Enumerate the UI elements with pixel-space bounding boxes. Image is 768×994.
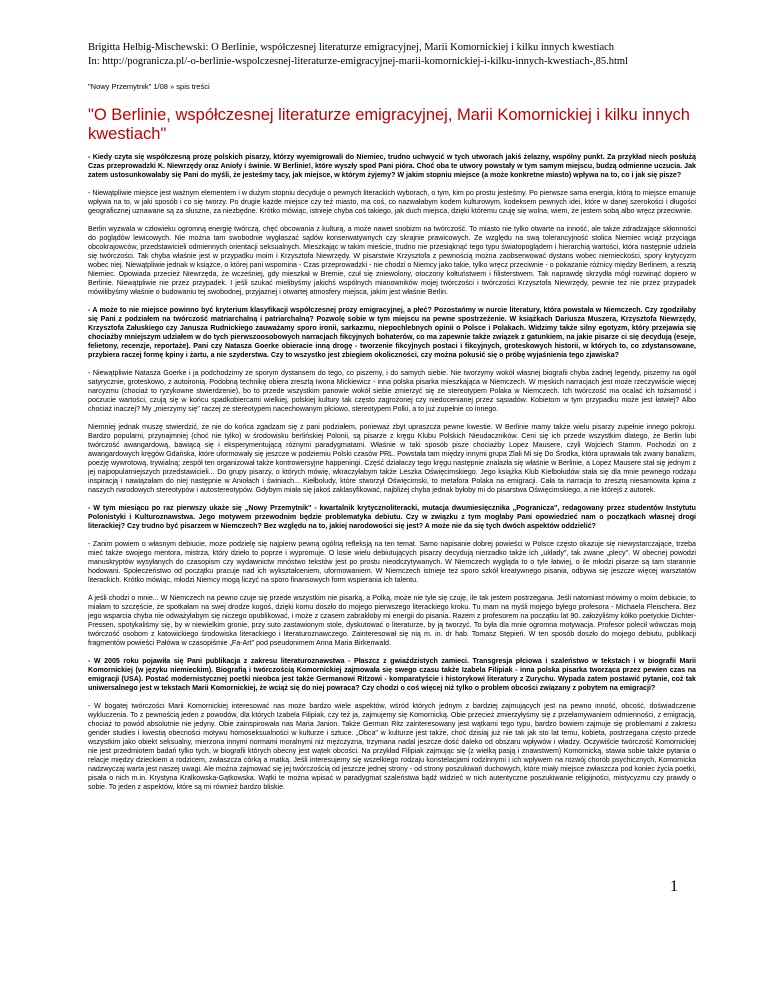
article-title: "O Berlinie, współczesnej literaturze emigracyjnej, Marii Komornickiej i kilku innych kwestiach" bbox=[88, 106, 690, 143]
citation-author-title: Brigitta Helbig-Mischewski: O Berlinie, współczesnej literaturze emigracyjnej, Marii Komornickiej i kilku innych kwestiach bbox=[88, 42, 615, 53]
interview-answer: Berlin wyzwala w człowieku ogromną energię twórczą, chęć obcowania z kulturą, a może nawet snobizm na twórczość. To miasto nie tylko otwarte na inność, ale także zdradzające skłonności do poglądów lewicowych. Nie można tam swobodnie wygłaszać sądów konserwatywnych czy skrajnie prawicowych. Ze względu na swą tolerancyjność stolica Niemiec wciąż przyciąga obcokrajowców, przedstawicieli odmiennych orientacji seksualnych. Mieszkając w takim mieście, trudno nie przesiąknąć tego typu światopoglądem i hierarchią wartości, która następnie udziela się twórczości. Tak chyba właśnie jest w przypadku moim i Krzysztofa Niewrzędy. W pisarstwie Krzysztofa z pewnością można zaobserwować dystans wobec niemieckości, spory krytycyzm wobec niej. Niewątpliwie jednak w książce, o której pani wspomina - Czas przeprowadzki - nie chodzi o Niemcy jako takie, tylko wręcz przeciwnie - o pokazanie różnicy między Berlinem, a resztą Niemiec. Opowiada przecież Niewrzęda, że wcześniej, gdy mieszkał w Bremie, czuł się zniewolony, otoczony kołtuństwem i filisterstwem. Tak naprawdę skrzydła mógł rozwinąć dopiero w Berlinie. Niewątpliwie nie przez przypadek. I jeśli szukać mielibyśmy jakichś wspólnych mianowników mojej twórczości i twórczości Krzysztofa Niewrzędy, pewnie też nie przez przypadek mówilibyśmy właśnie o budowaniu tej swobodnej, przyjaznej i otwartej atmosfery miejsca, jakim jest właśnie Berlin. bbox=[88, 225, 696, 296]
page-number: 1 bbox=[670, 878, 678, 895]
interview-answer: - W bogatej twórczości Marii Komornickiej interesować nas może bardzo wiele aspektów, wśród których jednym z bardziej zajmujących jest na pewno inność, obcość, doświadczenie wykluczenia. To z pewnością jeden z powodów, dla których Izabela Filipiak, czy też ja, zajmujemy się Komornicką. Obie przecież zmierzyłyśmy się z przełamywaniem odmienności, z emigracją, chociaż to powód absolutnie nie jedyny. Obie zainspirowała nas Maria Janion. Także German Ritz zainteresowany jest wątkami tego typu, bardzo bowiem zajmuje się problemami z zakresu gender studies i kwestią obecności motywu homoseksualności w kulturze i sztuce. „Obca" w kulturze jest także, choć dzisiaj już nie tak jak sto lat temu, kobieta, postrzegana często przede wszystkim jako obiekt seksualny, mierzona innymi normami moralnymi niż mężczyzna, trzymana nadal jeszcze dość daleko od obszaru wpływów i władzy. Oczywiście twórczość Komornickiej nie jest przedmiotem badań tylko tych, w biografii których obecny jest wątek obcości. Na przykład Filipiak zajmując się (z wielką pasją i znawstwem) Komornicką, stawia sobie także pytania o relacje między dzieckiem a rodzicem, zwłaszcza córką a matką. Jeśli interesujemy się wszelkiego rodzaju konstelacjami rodzinnymi i ich wpływem na rozwój chorób psychicznych, Komornicka nadzwyczaj warta jest naszej uwagi. Ale można zajmować się jej twórczością od jeszcze jednej strony - od strony poszukiwań duchowych, które miały miejsce zwłaszcza pod koniec życia poetki, pisała o nich m.in. Krystyna Kralkowska-Gątkowska. Wątki te można wpisać w paradygmat szaleństwa bądź widzieć w nich autentyczne poszukiwanie religijności, mistycyzmu czy prawdy o sobie. To jeden z aspektów, które są mi również bardzo bliskie. bbox=[88, 702, 696, 791]
citation-url[interactable]: In: http://pogranicza.pl/-o-berlinie-wspolczesnej-literaturze-emigracyjnej-marii-komornickiej-i-kilku-innych-kwestiach-,85.html bbox=[88, 56, 628, 67]
interview-question: - A może to nie miejsce powinno być kryterium klasyfikacji współczesnej prozy emigracyjnej, a płeć? Pozostańmy w nurcie literatury, która powstała w Niemczech. Czy zgodziłaby się Pani z podziałem na twórczość matriarchalną i patriarchalną? Pozwolę sobie w tym miejscu na pewne spostrzeżenie. W książkach Dariusza Muszera, Krzysztofa Niewrzędy, Krzysztofa Załuskiego czy Janusza Rudnickiego zauważamy sporo ironii, sarkazmu, niepochlebnych opinii o Polsce i Polakach. Widzimy także silny egotyzm, który przejawia się chociażby mniejszym udziałem w do tych pierwszoosobowych narracjach fikcyjnych bohaterów, co ma zapewnie także związek z gatunkiem, na jakie pisarze ci się decydują (eseje, felietony, recenzje, reportaże). Pani czy Natasza Goerke obieracie inną drogę - tworzenie fikcyjnych postaci i fikcyjnych, groteskowych historii, w których to, co zdystansowane, przybiera raczej formę kpiny i żartu, a nie szyderstwa. Czy to wszystko jest zbiegiem okoliczności, czy można pokusić się o próbę wyjaśnienia tego zjawiska? bbox=[88, 306, 696, 359]
breadcrumb[interactable]: "Nowy Przemytnik" 1/08 » spis treści bbox=[88, 82, 210, 91]
interview-question: - Kiedy czyta się współczesną prozę polskich pisarzy, którzy wyemigrowali do Niemiec, trudno uchwycić w tych utworach jakiś żelazny, wspólny punkt. Za przykład niech posłużą Czas przeprowadzki K. Niewrzędy oraz Anioły i świnie. W Berlinie!, które wyszły spod Pani pióra. Choć oba te utwory powstały w tym samym miejscu, budzą odmienne uczucia. Jak zatem ustosunkowałaby się Pani do myśli, że jesteśmy tacy, jak miejsce, w którym żyjemy? W jakim stopniu miejsce (a może konkretne miasto) wpływa na to, co i jak się pisze? bbox=[88, 153, 696, 179]
interview-question: - W 2005 roku pojawiła się Pani publikacja z zakresu literaturoznawstwa - Płaszcz z gwiaździstych zamieci. Transgresja płciowa i szaleństwo w tekstach i w biografii Marii Komornickiej (w języku niemieckim). Biografią i twórczością Komornickiej zajmowała się swego czasu także Izabela Filipiak - inna polska pisarka tworząca przez pewien czas na emigracji (USA). Postać modernistycznej poetki nieobca jest także Germanowi Ritzowi - komparatyście i historykowi literatury z Zurychu. Wypada zatem postawić pytanie, coż tak uniwersalnego jest w tekstach Marii Komornickiej, że wciąż się do niej powraca? Czy chodzi o coś więcej niż tylko o problem obcości związany z pobytem na emigracji? bbox=[88, 657, 696, 692]
interview-answer: - Niewątpliwie Natasza Goerke i ja podchodzimy ze sporym dystansem do tego, co piszemy, i do samych siebie. Nie tworzymy wokół własnej biografii chyba żadnej legendy, piszemy na ogół satyrycznie, groteskowo, z autoironią. Podobną technikę obiera zresztą Iwona Mickiewicz - inna polska pisarka mieszkająca w Niemczech. W męskich narracjach jest może rzeczywiście więcej narcyzmu (chociaż to ryzykowne stwierdzenie), bo to przede wszystkim panowie wokół siebie zmierzyć się ze stereotypem Polaka w Niemczech. Ich twórczość ma ocalać ich tożsamość i poczucie wartości, czują się w końcu spadkobiercami wielkiej, polskiej kultury tak często zagrożonej czy niedocenianej przez sąsiadów. Kobietom w tym przypadku może jest łatwiej? Albo chociaż inaczej? My „mierzymy się" raczej ze stereotypem nacechowanym płciowo, stereotypem Polki, a to już zupełnie co innego. bbox=[88, 369, 696, 413]
interview-answer: A jeśli chodzi o mnie... W Niemczech na pewno czuje się przede wszystkim nie pisarką, a Polką, może nie tyle się czuję, ile tak jestem postrzegana. Jeśli natomiast mówimy o moim debiucie, to miałam to szczęście, że spotkałam na swej drodze kogoś, dzięki komu doszło do mojego pierwszego literackiego kroku. Tu mam na myśli mojego byłego profesora - Michaela Fleischera. Bez jego wsparcia chyba nie odważyłabym się niczego opublikować, i może z czasem zabrakłoby mi energii do pisania. Razem z profesorem na początku lat 90. założyliśmy kółko poetyckie Dichter-Fressen, spotykaliśmy się, by w niewielkim gronie, przy suto zastawionym stole, dyskutować o literaturze, by ją tworzyć. To była dla mnie ogromna motywacja. Profesor polecił wówczas moją twórczość osobom z katowickiego środowiska literackiego i literaturoznawczego. Zainteresował się nią m. in. dr hab. Tomasz Stępień. W ten sposób doszło do mojego debiutu, publikacji fragmentów powieści Pałówa w czasopiśmie „Fa-Art" pod pseudonimem Anna Maria Birkenwald. bbox=[88, 594, 696, 647]
article-body bbox=[88, 153, 696, 801]
interview-answer: - Zanim powiem o własnym debiucie, może podzielę się najpierw pewną ogólną refleksją na ten temat. Samo napisanie dobrej powieści w Polsce często okazuje się niewystarczające, trzeba mieć także swojego mentora, mistrza, który dzieło to poprze i wypromuje. O losie wielu debiutujących pisarzy decydują nierzadko także ich „układy", tak zwane „plecy". W obecnej powodzi manuskryptów wysyłanych do czasopism czy wydawnictw mnóstwo tekstów jest po prostu nieodczytywanych. W Niemczech wygląda to o tyle łatwiej, o ile młodzi pisarze są tam starannie hodowani. Społeczeństwo od początku pracuje nad ich wykształceniem, uformowaniem. W Niemczech istnieje też sporo szkół kreatywnego pisania, odbywa się jeszcze więcej warsztatów literackich. Krótko mówiąc, młodzi Niemcy mogą liczyć na sporo finansowych form wspierania ich talentu. bbox=[88, 540, 696, 584]
citation-header bbox=[88, 41, 728, 69]
interview-answer: - Niewątpliwie miejsce jest ważnym elementem i w dużym stopniu decyduje o pewnych literackich wyborach, o tym, kim po prostu jesteśmy. Po pierwsze sama energia, którą to miejsce emanuje wpływa na to, w jaki sposób i co się tworzy. Po drugie każde miejsce czy też miasto, ma coś, co nazwałabym kodem kulturowym, kodeksem pewnych idei, które w danej szerokości i długości geograficznej uznawane są za słuszne, za niezbędne. Krótko mówiąc, istnieje chyba coś takiego, jak duch miejsca, dzięki któremu czuję się wolna, wiem, że jestem sobą albo wręcz przeciwnie. bbox=[88, 189, 696, 215]
interview-answer: Niemniej jednak muszę stwierdzić, że nie do końca zgadzam się z pani podziałem, ponieważ zbyt upraszcza pewne kwestie. W Berlinie mamy także wielu pisarzy zupełnie innego pokroju. Bardzo popularni, przynajmniej (choć nie tylko) w środowisku berlińskiej Polonii, są pisarze z kręgu Klubu Polskich Nieudaczników. Ceni się ich przede wszystkim dlatego, że Berlin lubi twórczość awangardową, bawiącą się i eksperymentującą różnymi paradygmatami. Właśnie w taki sposób pisze chociażby Lopez Mausere, czyli Wojciech Stamm. Pochodzi on z awangardowych kręgów Gdańska, które uformowały się jeszcze w podziemiu Polski czasów PRL. Powstała tam między innymi grupa Zlali Mi się Do Środka, która uprawiała tak zwany banalizm, poezję wywrotową, trywialną; zespół ten organizował także kontrowersyjne happeningi. Część działaczy tego kręgu następnie znalazła się właśnie w Berlinie, a Lopez Mausere stał się jednym z jej najpopularniejszych przedstawicieli... Do grupy pisarzy, o których mówię, wkraczyłabym także Leszka Oświęcimskiego. Jego książka Klub Kielbołudów stała się dla mnie pewnego rodzaju inspiracją i nawiązałam do niej następnie w Aniołach i świniach... Kiełboludy, które stworzył Oświęcimski, to metafora Polaka na emigracji. Cała ta narracja to zresztą niesamowita kpina z naszych narodowych stereotypów i autostereotypów. Gdybym miała się jakoś zaklasyfikować, najbliżej chyba jednak byłoby mi do pisarstwa Oświęcimskiego, a nie którejś z autorek. bbox=[88, 423, 696, 494]
interview-question: - W tym miesiącu po raz pierwszy ukaże się „Nowy Przemytnik" - kwartalnik krytycznoliteracki, mutacja dwumiesięcznika „Pogranicza", redagowany przez studentów Instytutu Polonistyki i Kulturoznawstwa. Jego motywem przewodnim będzie problematyka debiutu. Czy w związku z tym mogłaby Pani opowiedzieć nam o początkach własnej drogi literackiej? Czy trudno być pisarzem w Niemczech? Bez względu na to, jakiej narodowości się jest? A może nie da się tych dwóch aspektów oddzielić? bbox=[88, 504, 696, 530]
